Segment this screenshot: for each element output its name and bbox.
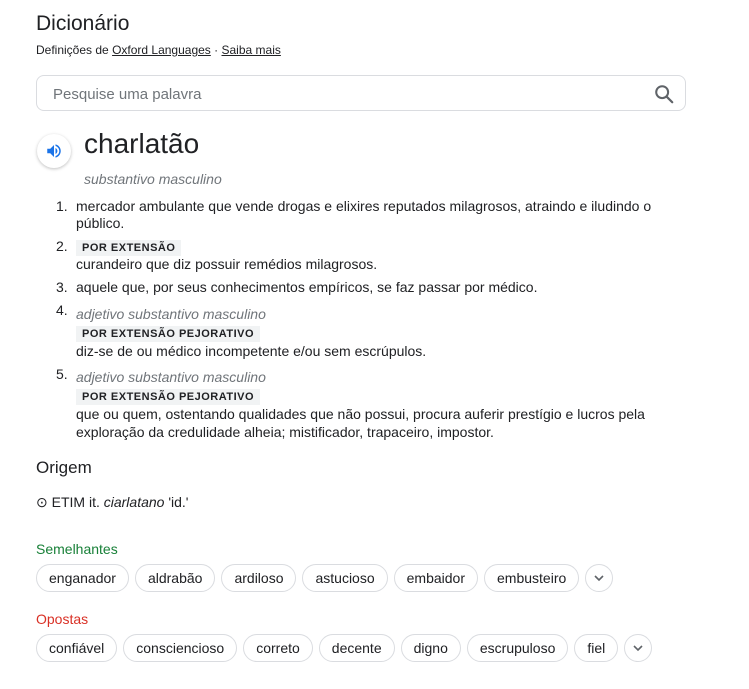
headword: charlatão (84, 128, 200, 159)
definition-text: curandeiro que diz possuir remédios milagrosos. (76, 256, 378, 272)
source-line (36, 43, 281, 57)
similar-chip[interactable]: embaidor (394, 564, 478, 592)
opposite-chip[interactable]: correto (243, 634, 313, 662)
definition-number: 4. (56, 302, 68, 318)
definition-text: diz-se de ou médico incompetente e/ou sem escrúpulos. (76, 343, 427, 359)
opposite-chips (36, 634, 652, 662)
similar-label: Semelhantes (36, 541, 118, 557)
chevron-down-icon (593, 572, 605, 584)
similar-chips (36, 564, 613, 592)
origin-bullet-icon: ⊙ (36, 494, 48, 510)
similar-chip[interactable]: ardiloso (221, 564, 296, 592)
etymology-term: ciarlatano (103, 494, 165, 510)
usage-tag: POR EXTENSÃO (76, 240, 181, 256)
similar-chip[interactable]: enganador (36, 564, 129, 592)
opposite-chip[interactable]: digno (401, 634, 461, 662)
etymology-suffix: 'id.' (168, 494, 189, 510)
part-of-speech: substantivo masculino (84, 171, 222, 187)
opposite-label: Opostas (36, 611, 89, 627)
opposite-chip[interactable]: consciencioso (123, 634, 237, 662)
definition-number: 3. (56, 279, 68, 295)
similar-chip[interactable]: astucioso (302, 564, 387, 592)
search-input[interactable] (51, 76, 635, 112)
expand-similar-button[interactable] (585, 564, 613, 592)
definition-pos: adjetivo substantivo masculino (76, 306, 266, 322)
pronunciation-button[interactable] (37, 134, 71, 168)
usage-tag: POR EXTENSÃO PEJORATIVO (76, 389, 260, 405)
opposite-chip[interactable]: decente (319, 634, 395, 662)
search-box (36, 75, 686, 111)
definition-text: aquele que, por seus conhecimentos empíricos, se faz passar por médico. (76, 279, 538, 295)
similar-chip[interactable]: embusteiro (484, 564, 579, 592)
definition-number: 1. (56, 198, 68, 214)
usage-tag: POR EXTENSÃO PEJORATIVO (76, 326, 260, 342)
opposite-chip[interactable]: confiável (36, 634, 117, 662)
opposite-chip[interactable]: fiel (574, 634, 618, 662)
origin-heading: Origem (36, 458, 92, 477)
definition-text: que ou quem, ostentando qualidades que não possui, procura auferir prestígio e lucros pela exploração da credulidade alheia; mistificador, trapaceiro, impostor. (76, 406, 645, 440)
separator: · (214, 43, 219, 57)
search-icon[interactable] (653, 83, 675, 105)
similar-chip[interactable]: aldrabão (135, 564, 216, 592)
chevron-down-icon (632, 642, 644, 654)
expand-opposite-button[interactable] (624, 634, 652, 662)
oxford-languages-link[interactable]: Oxford Languages (112, 43, 211, 57)
etymology-line (36, 494, 188, 511)
definition-text: mercador ambulante que vende drogas e elixires reputados milagrosos, atraindo e iludindo o público. (76, 198, 652, 231)
page-title: Dicionário (36, 12, 130, 35)
etymology-prefix: ETIM it. (51, 494, 100, 510)
learn-more-link[interactable]: Saiba mais (221, 43, 281, 57)
definition-pos: adjetivo substantivo masculino (76, 369, 266, 385)
definition-number: 2. (56, 238, 68, 254)
definition-number: 5. (56, 366, 68, 382)
source-prefix: Definições de (36, 43, 109, 57)
opposite-chip[interactable]: escrupuloso (467, 634, 569, 662)
